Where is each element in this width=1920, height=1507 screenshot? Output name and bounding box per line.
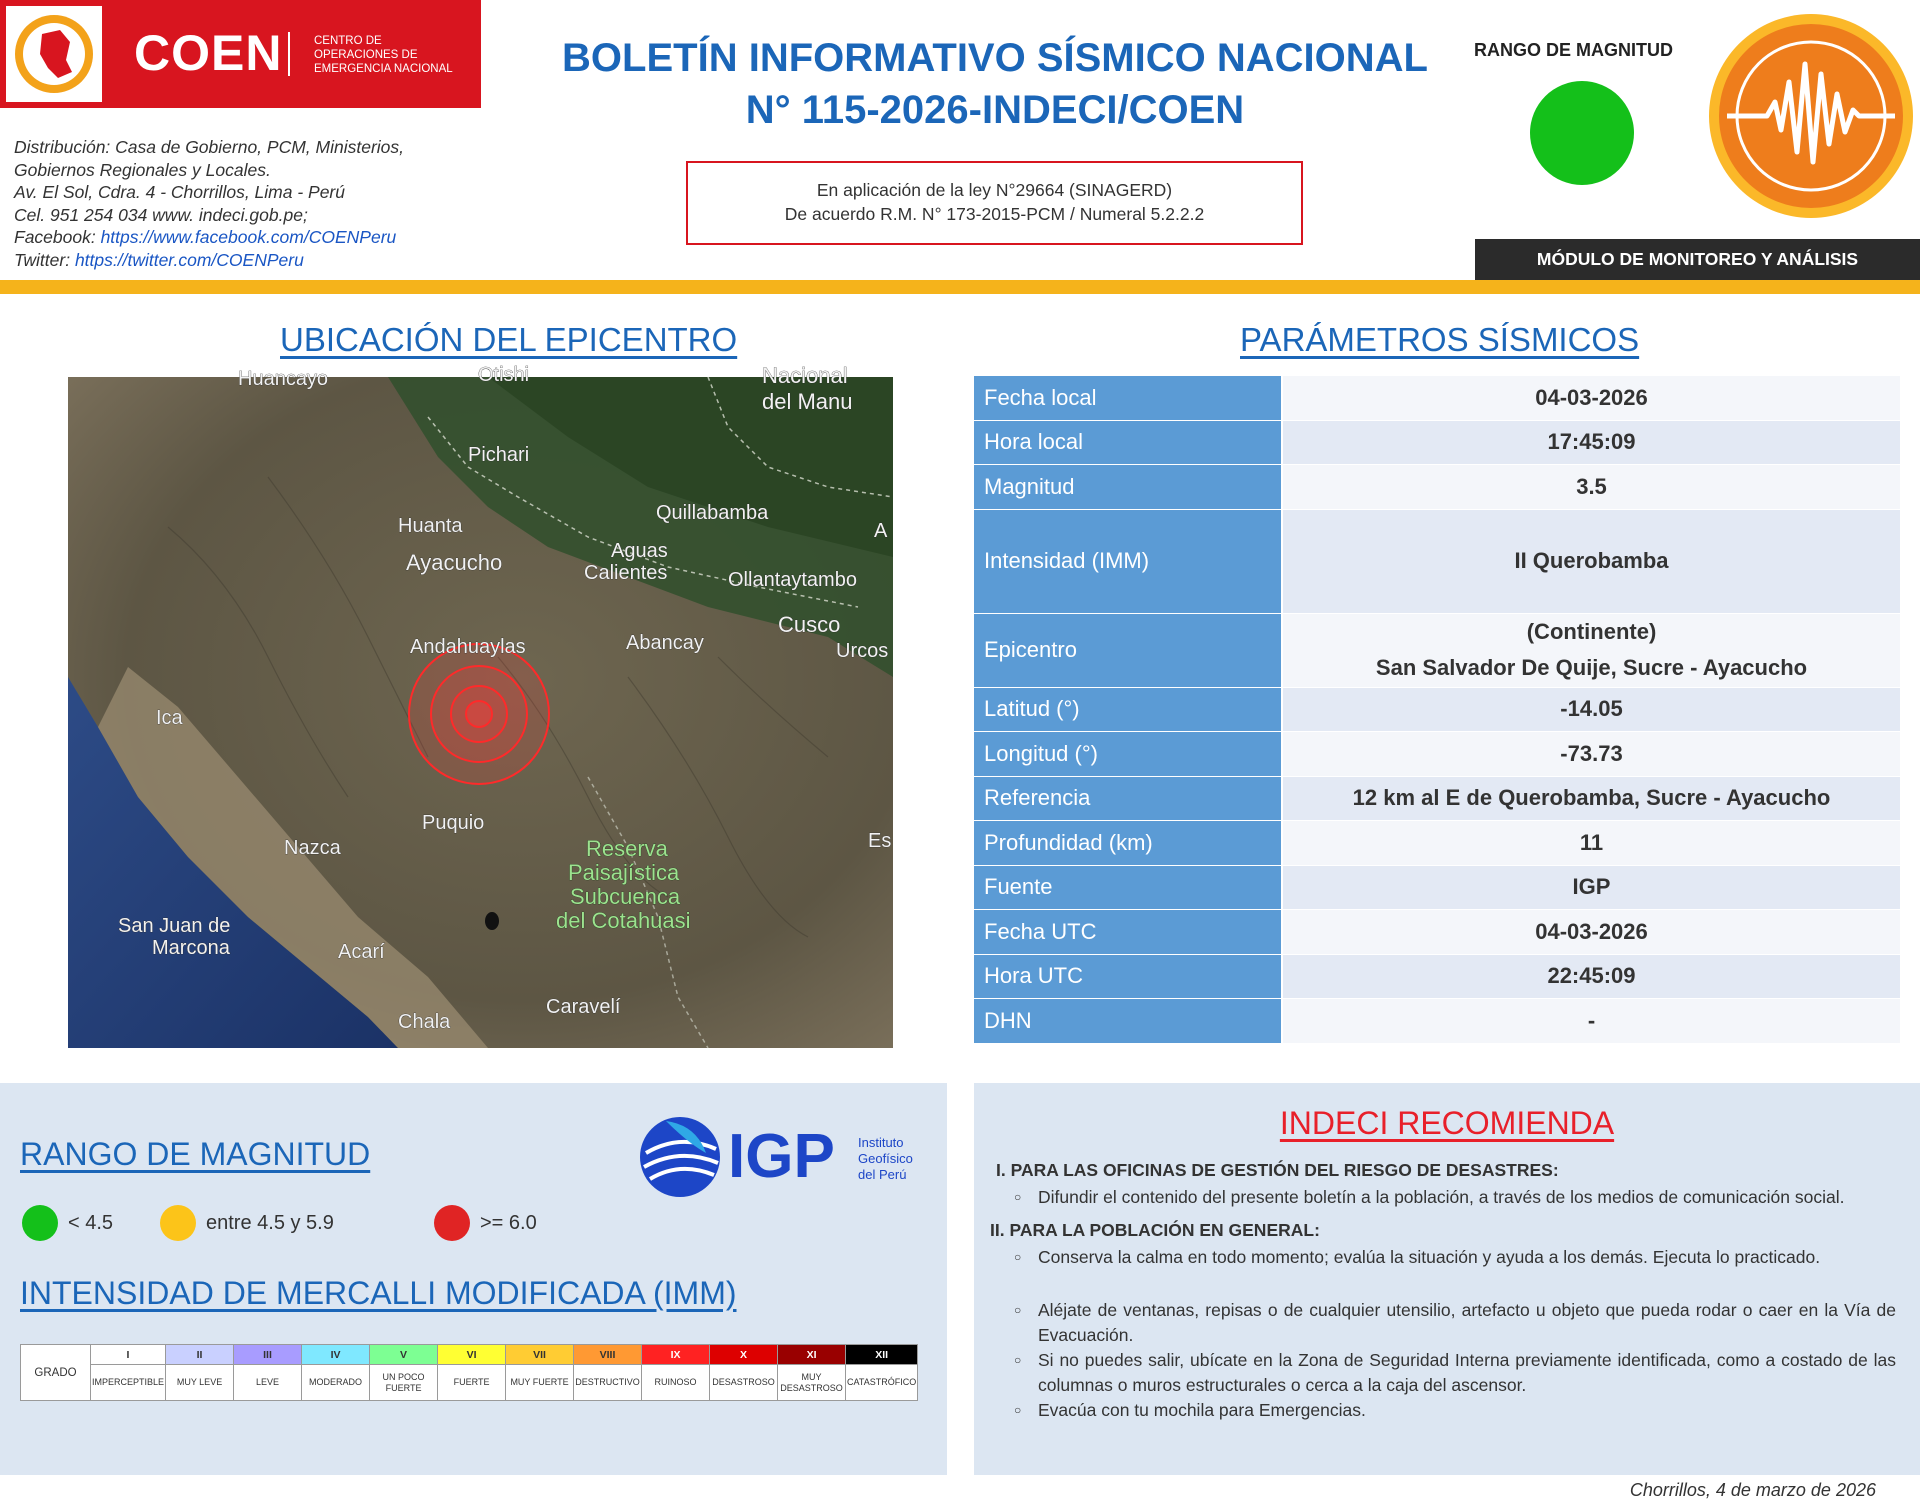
footer-date: Chorrillos, 4 de marzo de 2026 [1629,1480,1876,1500]
magnitude-indicator-dot [1530,81,1634,185]
yellow-dot-icon [160,1205,196,1241]
param-row-fuente [974,866,1900,911]
coen-emblem-icon [6,6,102,102]
header-divider [0,280,1920,294]
igp-logo-sub: del Perú [858,1167,907,1182]
param-row-hora-utc [974,955,1900,1000]
coen-divider [288,32,290,76]
imm-grade-desc: LEVE [234,1365,302,1401]
map-label-san-juan: San Juan de [118,915,231,937]
map-label-otishi: Otishi [478,364,530,386]
reco-item: ○ Evacúa con tu mochila para Emergencias. [1012,1398,1896,1423]
param-label: Referencia [974,777,1283,821]
param-row-magnitud [974,465,1900,510]
param-row-referencia [974,777,1900,822]
reco-section1-title: I. PARA LAS OFICINAS DE GESTIÓN DEL RIESGO DE DESASTRES: [996,1160,1559,1180]
param-value: 3.5 [1283,465,1900,509]
param-value: -73.73 [1283,732,1900,776]
law-line1: En aplicación de la ley N°29664 (SINAGERD) [816,180,1173,200]
range-label: entre 4.5 y 5.9 [206,1211,334,1234]
imm-grade-roman: XI [778,1345,846,1365]
map-label-caraveli: Caravelí [546,996,621,1018]
param-label: Magnitud [974,465,1283,509]
imm-grade-desc: MODERADO [302,1365,370,1401]
map-label-paisajistica: Paisajística [568,860,680,885]
contact-line: Cel. 951 254 034 www. indeci.gob.pe; [14,204,308,225]
epicenter-map[interactable] [68,363,893,1048]
imm-grade-roman: IV [302,1345,370,1365]
param-row-profundidad [974,821,1900,866]
epicenter-zone: (Continente) [1526,619,1657,644]
map-label-reserva: Reserva [586,836,668,861]
param-label: Fecha local [974,376,1283,420]
param-label: Profundidad (km) [974,821,1283,865]
recommendations-title: INDECI RECOMIENDA [1279,1105,1615,1141]
map-label-calientes: Calientes [584,562,668,584]
map-label-urcos: Urcos [836,640,889,662]
legend-panel [0,1083,947,1475]
facebook-label: Facebook: [14,227,101,247]
imm-grade-roman: XII [846,1345,918,1365]
param-value: 22:45:09 [1283,955,1900,999]
seismograph-icon [1707,12,1915,220]
imm-grade-roman: V [370,1345,438,1365]
param-value: 12 km al E de Querobamba, Sucre - Ayacucho [1283,777,1900,821]
param-label: Hora UTC [974,955,1283,999]
param-value: 11 [1283,821,1900,865]
imm-grade-roman: II [166,1345,234,1365]
map-label-abancay: Abancay [626,632,704,654]
imm-grade-desc: UN POCO FUERTE [370,1365,438,1401]
green-dot-icon [22,1205,58,1241]
imm-grado-label: GRADO [21,1345,91,1401]
map-label-nacional: Nacional [762,363,848,388]
bulletin-number: N° 115-2026-INDECI/COEN [745,88,1245,132]
imm-roman-row [21,1345,918,1365]
recommendations-body [990,1158,1896,1431]
param-label: Longitud (°) [974,732,1283,776]
coen-logo [0,0,481,108]
reco-item: ○ Si no puedes salir, ubícate en la Zona de Seguridad Interna previamente identificada, como a costado de las columnas o muros estructurales o cerca a la caja del ascensor. [1012,1348,1896,1398]
imm-grade-desc: FUERTE [438,1365,506,1401]
bulletin-title [520,32,1470,136]
map-label-cusco: Cusco [778,612,841,637]
imm-scale-table [20,1344,918,1401]
range-label: >= 6.0 [480,1211,537,1234]
parameters-section-title: PARÁMETROS SÍSMICOS [1240,321,1640,358]
param-label: DHN [974,999,1283,1043]
param-label: Fuente [974,866,1283,910]
map-label-chala: Chala [398,1011,451,1033]
igp-logo-sub: Geofísico [858,1151,913,1166]
map-label-ayacucho: Ayacucho [406,550,503,575]
imm-grade-desc: IMPERCEPTIBLE [91,1365,166,1401]
reco-section2-list [1012,1245,1896,1423]
facebook-line [14,226,484,249]
igp-logo-text: IGP [728,1122,835,1191]
coen-full-name: CENTRO DE OPERACIONES DE EMERGENCIA NACIONAL [314,35,453,75]
map-label-puquio: Puquio [422,812,485,834]
magnitude-legend-title: RANGO DE MAGNITUD [20,1136,371,1172]
map-label-a: A [874,520,888,542]
map-label-quillabamba: Quillabamba [656,502,769,524]
magnitude-range-low [22,1205,113,1241]
imm-legend-title: INTENSIDAD DE MERCALLI MODIFICADA (IMM) [20,1275,737,1311]
address-line: Av. El Sol, Cdra. 4 - Chorrillos, Lima - Perú [14,182,345,202]
red-dot-icon [434,1205,470,1241]
magnitude-range-label: RANGO DE MAGNITUD [1474,40,1673,60]
param-label: Epicentro [974,614,1283,687]
map-label-andahuaylas: Andahuaylas [410,636,526,658]
map-label-es: Es [868,830,892,852]
imm-grade-desc: MUY LEVE [166,1365,234,1401]
param-value: 17:45:09 [1283,421,1900,465]
param-value: 04-03-2026 [1283,376,1900,420]
module-banner: MÓDULO DE MONITOREO Y ANÁLISIS [1475,239,1920,280]
twitter-line [14,249,484,272]
param-value: - [1283,999,1900,1043]
param-label: Intensidad (IMM) [974,510,1283,613]
law-line2: De acuerdo R.M. N° 173-2015-PCM / Numeral 5.2.2.2 [784,204,1205,224]
imm-grade-desc: DESASTROSO [710,1365,778,1401]
param-value: 04-03-2026 [1283,910,1900,954]
param-label: Fecha UTC [974,910,1283,954]
range-label: < 4.5 [68,1211,114,1234]
twitter-link[interactable]: https://twitter.com/COENPeru [74,249,304,270]
distribution-line: Gobiernos Regionales y Locales. [14,159,271,180]
reco-section2-title: II. PARA LA POBLACIÓN EN GENERAL: [990,1220,1320,1240]
epicenter-location: San Salvador De Quije, Sucre - Ayacucho [1375,655,1808,680]
magnitude-range-mid [160,1205,334,1241]
param-row-epicentro [974,614,1900,688]
recommendations-panel [974,1083,1920,1475]
coen-name: COEN [134,25,283,81]
seismic-parameters-table [974,376,1900,1044]
imm-grade-desc: CATASTRÓFICO [846,1365,918,1401]
imm-grade-desc: MUY DESASTROSO [778,1365,846,1401]
param-row-hora-local [974,421,1900,466]
imm-grade-desc: DESTRUCTIVO [574,1365,642,1401]
map-label-pichari: Pichari [468,444,530,466]
param-value: -14.05 [1283,688,1900,732]
map-label-subcuenca: Subcuenca [570,884,681,909]
distribution-line: Distribución: Casa de Gobierno, PCM, Ministerios, [14,137,405,157]
imm-grade-desc: MUY FUERTE [506,1365,574,1401]
map-label-ollantaytambo: Ollantaytambo [728,569,857,591]
reco-section1-list [1012,1185,1896,1210]
map-label-huancayo: Huancayo [238,368,329,390]
imm-grade-roman: VII [506,1345,574,1365]
map-label-acari: Acarí [338,941,385,963]
imm-desc-row [21,1365,918,1401]
map-label-del-manu: del Manu [762,389,853,414]
law-reference-box [686,161,1303,245]
igp-logo-sub: Instituto [858,1135,904,1150]
reco-item: ○ Difundir el contenido del presente boletín a la población, a través de los medios de comunicación social. [1012,1185,1896,1210]
imm-grade-roman: VIII [574,1345,642,1365]
param-row-intensidad [974,510,1900,614]
param-value: II Querobamba [1283,510,1900,613]
facebook-link[interactable]: https://www.facebook.com/COENPeru [100,227,397,247]
epicenter-marker [409,644,549,784]
reco-item: ○ Aléjate de ventanas, repisas o de cualquier utensilio, artefacto u objeto que pueda rodar o caer en la Vía de Evacuación. [1012,1298,1896,1348]
param-label: Hora local [974,421,1283,465]
imm-grade-roman: III [234,1345,302,1365]
map-label-huanta: Huanta [398,515,463,537]
imm-grade-roman: I [91,1345,166,1365]
twitter-label: Twitter: [14,249,75,270]
bulletin-title-line1: BOLETÍN INFORMATIVO SÍSMICO NACIONAL [562,36,1428,80]
param-row-fecha-local [974,376,1900,421]
imm-grade-roman: IX [642,1345,710,1365]
igp-logo [636,1113,916,1199]
map-label-nazca: Nazca [284,837,341,859]
distribution-info [14,136,484,271]
map-label-marcona: Marcona [152,937,230,959]
param-row-longitud [974,732,1900,777]
param-value [1283,614,1900,687]
map-label-aguas: Aguas [611,540,668,562]
imm-grade-roman: X [710,1345,778,1365]
imm-grade-roman: VI [438,1345,506,1365]
reco-item: ○ Conserva la calma en todo momento; evalúa la situación y ayuda a los demás. Ejecuta lo practicado. [1012,1245,1896,1270]
magnitude-range-high [434,1205,537,1241]
param-value: IGP [1283,866,1900,910]
map-label-cotahuasi: del Cotahuasi [556,908,691,933]
imm-grade-desc: RUINOSO [642,1365,710,1401]
param-label: Latitud (°) [974,688,1283,732]
param-row-dhn [974,999,1900,1044]
param-row-fecha-utc [974,910,1900,955]
map-label-ica: Ica [156,707,183,729]
epicenter-section-title: UBICACIÓN DEL EPICENTRO [280,321,738,358]
param-row-latitud [974,688,1900,733]
